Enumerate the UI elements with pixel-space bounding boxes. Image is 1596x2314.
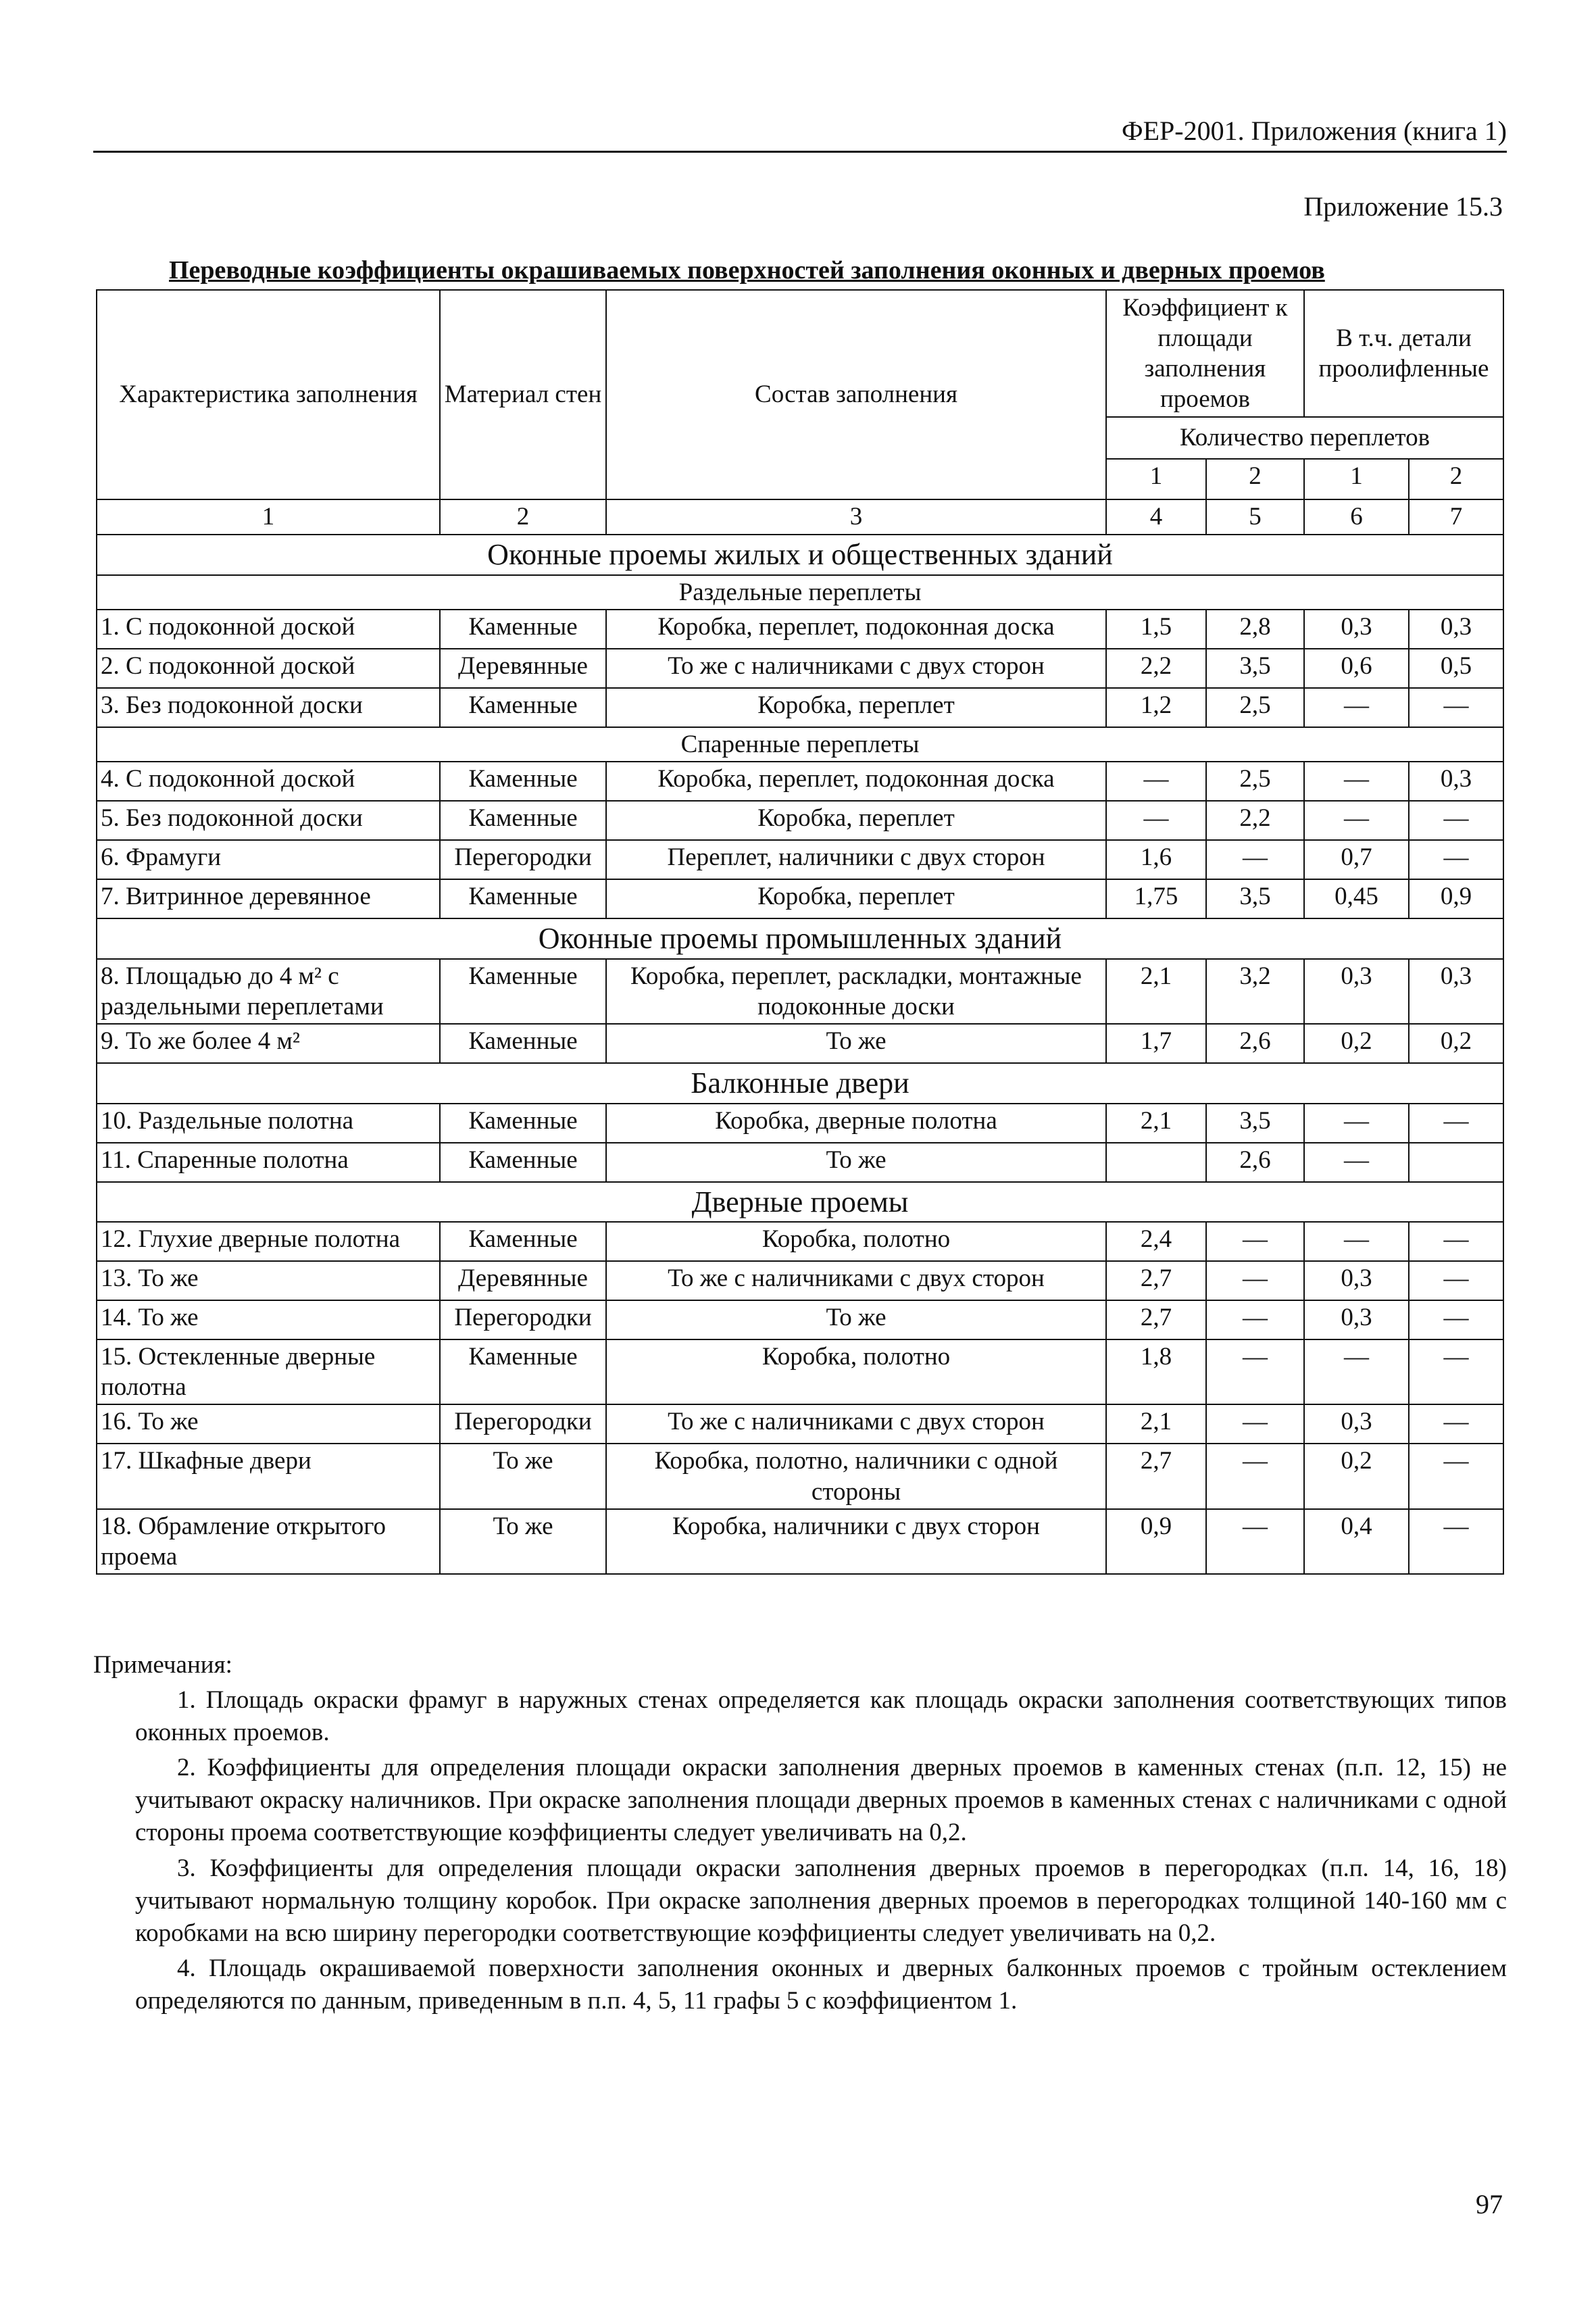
subsection-title: Раздельные переплеты	[97, 575, 1503, 610]
cell-coef-2: —	[1206, 1509, 1304, 1574]
cell-parts-1: 0,3	[1304, 959, 1409, 1024]
cell-parts-1: —	[1304, 1104, 1409, 1143]
table-row	[97, 1261, 1503, 1300]
cell-composition: Коробка, переплет, подоконная доска	[606, 610, 1106, 649]
column-number: 5	[1206, 499, 1304, 535]
cell-coef-1: 2,1	[1106, 1104, 1206, 1143]
cell-parts-1: —	[1304, 801, 1409, 840]
cell-wall-material: Каменные	[440, 879, 606, 918]
cell-composition: То же	[606, 1143, 1106, 1182]
table-row	[97, 1300, 1503, 1339]
cell-coef-1: —	[1106, 801, 1206, 840]
cell-coef-1: 0,9	[1106, 1509, 1206, 1574]
notes-block	[93, 1649, 1507, 2020]
cell-parts-1: —	[1304, 688, 1409, 727]
cell-composition: Коробка, полотно, наличники с одной стороны	[606, 1444, 1106, 1508]
cell-coef-2: 2,2	[1206, 801, 1304, 840]
cell-composition: Коробка, переплет, раскладки, монтажные подоконные доски	[606, 959, 1106, 1024]
cell-wall-material: Каменные	[440, 1222, 606, 1261]
cell-parts-2: 0,2	[1409, 1024, 1503, 1063]
cell-parts-1: 0,2	[1304, 1024, 1409, 1063]
header-sub-cell: 2	[1206, 459, 1304, 499]
cell-coef-2: 2,5	[1206, 762, 1304, 801]
section-title: Балконные двери	[97, 1063, 1503, 1104]
cell-wall-material: Перегородки	[440, 840, 606, 879]
header-incl-parts: В т.ч. детали проолифленные	[1304, 290, 1503, 417]
cell-coef-2: 3,2	[1206, 959, 1304, 1024]
cell-composition: Коробка, дверные полотна	[606, 1104, 1106, 1143]
cell-parts-1: —	[1304, 1143, 1409, 1182]
cell-coef-1: 2,7	[1106, 1444, 1206, 1508]
section-title: Оконные проемы жилых и общественных зданий	[97, 535, 1503, 575]
cell-wall-material: Каменные	[440, 1104, 606, 1143]
cell-characteristic: 15. Остекленные дверные полотна	[97, 1339, 440, 1404]
header-sub-cell: 1	[1106, 459, 1206, 499]
table-row	[97, 1339, 1503, 1404]
column-number: 4	[1106, 499, 1206, 535]
cell-parts-2: —	[1409, 1339, 1503, 1404]
cell-wall-material: Каменные	[440, 1143, 606, 1182]
cell-coef-2: —	[1206, 1339, 1304, 1404]
cell-wall-material: Деревянные	[440, 649, 606, 688]
header-characteristic: Характеристика заполнения	[97, 290, 440, 499]
cell-composition: То же	[606, 1300, 1106, 1339]
cell-coef-1: 2,7	[1106, 1300, 1206, 1339]
section-title-row	[97, 1063, 1503, 1104]
cell-composition: Коробка, переплет	[606, 688, 1106, 727]
cell-wall-material: Деревянные	[440, 1261, 606, 1300]
book-reference: ФЕР-2001. Приложения (книга 1)	[1122, 116, 1507, 146]
cell-wall-material: Каменные	[440, 1339, 606, 1404]
cell-parts-2: —	[1409, 801, 1503, 840]
cell-characteristic: 1. С подоконной доской	[97, 610, 440, 649]
cell-characteristic: 14. То же	[97, 1300, 440, 1339]
cell-parts-2: —	[1409, 1404, 1503, 1444]
table-row	[97, 840, 1503, 879]
cell-composition: Коробка, полотно	[606, 1339, 1106, 1404]
cell-characteristic: 9. То же более 4 м²	[97, 1024, 440, 1063]
cell-coef-2: 3,5	[1206, 879, 1304, 918]
cell-composition: Коробка, полотно	[606, 1222, 1106, 1261]
cell-wall-material: Перегородки	[440, 1404, 606, 1444]
cell-parts-1: —	[1304, 1339, 1409, 1404]
note-item: 2. Коэффициенты для определения площади окраски заполнения дверных проемов в каменных стенах (п.п. 12, 15) не учитывают окраску наличников. При окраске заполнения площади дверных проемов в каменных стенах с наличниками с одной стороны проема соответствующие коэффициенты следует увеличивать на 0,2.	[135, 1754, 1507, 1847]
cell-characteristic: 13. То же	[97, 1261, 440, 1300]
cell-parts-1: 0,3	[1304, 610, 1409, 649]
cell-coef-1: 1,75	[1106, 879, 1206, 918]
cell-characteristic: 2. С подоконной доской	[97, 649, 440, 688]
cell-parts-2: —	[1409, 1509, 1503, 1574]
cell-parts-2: 0,5	[1409, 649, 1503, 688]
cell-wall-material: То же	[440, 1444, 606, 1508]
cell-composition: То же с наличниками с двух сторон	[606, 649, 1106, 688]
cell-coef-2: 2,6	[1206, 1143, 1304, 1182]
table-row	[97, 1444, 1503, 1508]
cell-parts-1: 0,7	[1304, 840, 1409, 879]
cell-coef-2: —	[1206, 1261, 1304, 1300]
table-row	[97, 879, 1503, 918]
section-title: Дверные проемы	[97, 1182, 1503, 1223]
subsection-title-row	[97, 727, 1503, 762]
notes-title: Примечания:	[93, 1651, 232, 1679]
cell-coef-1: 1,6	[1106, 840, 1206, 879]
column-number: 3	[606, 499, 1106, 535]
cell-composition: То же с наличниками с двух сторон	[606, 1404, 1106, 1444]
cell-wall-material: Каменные	[440, 1024, 606, 1063]
note-item: 1. Площадь окраски фрамуг в наружных стенах определяется как площадь окраски заполнения соответствующих типов оконных проемов.	[135, 1686, 1507, 1747]
cell-parts-2: —	[1409, 1222, 1503, 1261]
cell-parts-1: 0,6	[1304, 649, 1409, 688]
cell-parts-1: 0,3	[1304, 1404, 1409, 1444]
header-frames-count: Количество переплетов	[1106, 417, 1503, 459]
table-row	[97, 1509, 1503, 1574]
cell-wall-material: Каменные	[440, 762, 606, 801]
cell-parts-1: —	[1304, 1222, 1409, 1261]
cell-coef-1: 2,1	[1106, 1404, 1206, 1444]
cell-coef-2: —	[1206, 1404, 1304, 1444]
note-item: 4. Площадь окрашиваемой поверхности заполнения оконных и дверных балконных проемов с тройным остеклением определяются по данным, приведенным в п.п. 4, 5, 11 графы 5 с коэффициентом 1.	[135, 1954, 1507, 2015]
header-wall-material: Материал стен	[440, 290, 606, 499]
cell-parts-2: —	[1409, 1444, 1503, 1508]
cell-wall-material: Каменные	[440, 959, 606, 1024]
table-row	[97, 1404, 1503, 1444]
cell-parts-1: 0,2	[1304, 1444, 1409, 1508]
section-title-row	[97, 535, 1503, 575]
header-sub-cell: 2	[1409, 459, 1503, 499]
cell-coef-1	[1106, 1143, 1206, 1182]
cell-wall-material: То же	[440, 1509, 606, 1574]
table-row	[97, 649, 1503, 688]
cell-coef-2: —	[1206, 1222, 1304, 1261]
cell-characteristic: 5. Без подоконной доски	[97, 801, 440, 840]
note-item: 3. Коэффициенты для определения площади окраски заполнения дверных проемов в перегородках (п.п. 14, 16, 18) учитывают нормальную толщину коробок. При окраске заполнения дверных проемов в перегородках толщиной 140-160 мм с коробками на всю ширину перегородки соответствующие коэффициенты следует увеличивать на 0,2.	[135, 1854, 1507, 1947]
cell-parts-2: —	[1409, 688, 1503, 727]
cell-characteristic: 16. То же	[97, 1404, 440, 1444]
cell-composition: Переплет, наличники с двух сторон	[606, 840, 1106, 879]
cell-coef-2: 2,8	[1206, 610, 1304, 649]
cell-characteristic: 3. Без подоконной доски	[97, 688, 440, 727]
cell-composition: Коробка, переплет, подоконная доска	[606, 762, 1106, 801]
table-row	[97, 762, 1503, 801]
section-title-row	[97, 1182, 1503, 1223]
column-number: 1	[97, 499, 440, 535]
cell-composition: То же	[606, 1024, 1106, 1063]
cell-composition: Коробка, переплет	[606, 801, 1106, 840]
cell-coef-2: 3,5	[1206, 649, 1304, 688]
cell-parts-2: 0,3	[1409, 610, 1503, 649]
cell-characteristic: 8. Площадью до 4 м² с раздельными переплетами	[97, 959, 440, 1024]
cell-coef-2: 3,5	[1206, 1104, 1304, 1143]
cell-wall-material: Каменные	[440, 688, 606, 727]
appendix-label: Приложение 15.3	[1303, 191, 1503, 222]
cell-parts-2: —	[1409, 840, 1503, 879]
table-row	[97, 959, 1503, 1024]
cell-wall-material: Перегородки	[440, 1300, 606, 1339]
cell-characteristic: 10. Раздельные полотна	[97, 1104, 440, 1143]
cell-characteristic: 7. Витринное деревянное	[97, 879, 440, 918]
cell-coef-2: —	[1206, 840, 1304, 879]
table-row	[97, 688, 1503, 727]
cell-characteristic: 11. Спаренные полотна	[97, 1143, 440, 1182]
cell-parts-2: 0,9	[1409, 879, 1503, 918]
cell-coef-2: —	[1206, 1444, 1304, 1508]
cell-parts-2: 0,3	[1409, 762, 1503, 801]
cell-coef-1: 1,7	[1106, 1024, 1206, 1063]
cell-coef-1: 2,7	[1106, 1261, 1206, 1300]
cell-parts-2: —	[1409, 1261, 1503, 1300]
cell-characteristic: 6. Фрамуги	[97, 840, 440, 879]
column-number: 2	[440, 499, 606, 535]
cell-wall-material: Каменные	[440, 801, 606, 840]
column-number: 7	[1409, 499, 1503, 535]
cell-parts-2	[1409, 1143, 1503, 1182]
table-row	[97, 801, 1503, 840]
cell-characteristic: 17. Шкафные двери	[97, 1444, 440, 1508]
cell-coef-1: —	[1106, 762, 1206, 801]
cell-characteristic: 18. Обрамление открытого проема	[97, 1509, 440, 1574]
cell-coef-2: —	[1206, 1300, 1304, 1339]
table-row	[97, 610, 1503, 649]
document-header	[93, 115, 1507, 153]
coefficients-table	[96, 289, 1504, 1575]
cell-characteristic: 12. Глухие дверные полотна	[97, 1222, 440, 1261]
cell-coef-1: 2,2	[1106, 649, 1206, 688]
cell-coef-2: 2,5	[1206, 688, 1304, 727]
cell-coef-1: 1,2	[1106, 688, 1206, 727]
table-row	[97, 1024, 1503, 1063]
cell-parts-1: 0,4	[1304, 1509, 1409, 1574]
cell-parts-1: 0,3	[1304, 1300, 1409, 1339]
cell-composition: Коробка, переплет	[606, 879, 1106, 918]
cell-coef-1: 1,8	[1106, 1339, 1206, 1404]
subsection-title: Спаренные переплеты	[97, 727, 1503, 762]
cell-coef-2: 2,6	[1206, 1024, 1304, 1063]
cell-composition: Коробка, наличники с двух сторон	[606, 1509, 1106, 1574]
cell-composition: То же с наличниками с двух сторон	[606, 1261, 1106, 1300]
section-title: Оконные проемы промышленных зданий	[97, 918, 1503, 959]
header-composition: Состав заполнения	[606, 290, 1106, 499]
table-row	[97, 1222, 1503, 1261]
table-row	[97, 1104, 1503, 1143]
cell-coef-1: 1,5	[1106, 610, 1206, 649]
header-sub-cell: 1	[1304, 459, 1409, 499]
cell-parts-2: —	[1409, 1104, 1503, 1143]
cell-parts-1: 0,45	[1304, 879, 1409, 918]
cell-parts-2: 0,3	[1409, 959, 1503, 1024]
header-coef-area: Коэффициент к площади заполнения проемов	[1106, 290, 1304, 417]
section-title-row	[97, 918, 1503, 959]
cell-characteristic: 4. С подоконной доской	[97, 762, 440, 801]
table-row	[97, 1143, 1503, 1182]
cell-wall-material: Каменные	[440, 610, 606, 649]
cell-parts-2: —	[1409, 1300, 1503, 1339]
subsection-title-row	[97, 575, 1503, 610]
cell-coef-1: 2,1	[1106, 959, 1206, 1024]
cell-parts-1: —	[1304, 762, 1409, 801]
cell-parts-1: 0,3	[1304, 1261, 1409, 1300]
page-number: 97	[1476, 2189, 1503, 2219]
table-title: Переводные коэффициенты окрашиваемых поверхностей заполнения оконных и дверных проемов	[169, 256, 1325, 285]
cell-coef-1: 2,4	[1106, 1222, 1206, 1261]
column-number: 6	[1304, 499, 1409, 535]
